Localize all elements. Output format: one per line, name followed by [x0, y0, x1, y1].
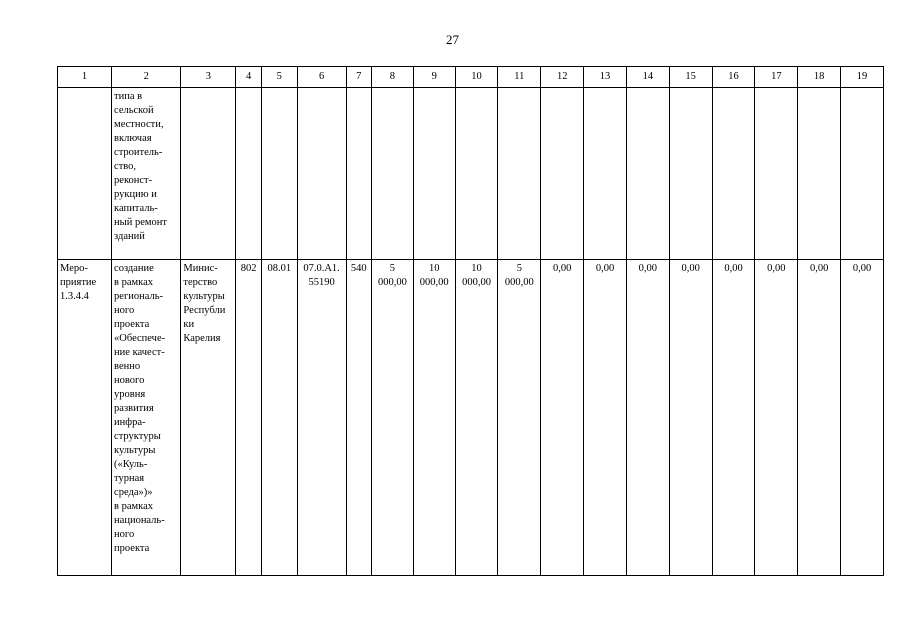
column-number: 1 [58, 67, 112, 88]
column-number: 7 [346, 67, 371, 88]
table-cell [455, 88, 498, 260]
table-row [58, 260, 884, 576]
description-cell: типа в сельской местности, включая строитель- ство, реконст- рукцию и капиталь- ный ремонт зданий [112, 88, 181, 260]
column-number: 18 [798, 67, 841, 88]
table-cell [669, 88, 712, 260]
column-number: 8 [372, 67, 414, 88]
table-cell: 5 000,00 [372, 260, 414, 576]
column-number: 2 [112, 67, 181, 88]
column-number: 19 [841, 67, 884, 88]
row-code-cell: Меро- приятие 1.3.4.4 [58, 260, 112, 576]
table-cell [541, 88, 584, 260]
table-cell [346, 88, 371, 260]
column-number: 11 [498, 67, 541, 88]
column-number: 15 [669, 67, 712, 88]
header-row [58, 67, 884, 88]
column-number: 5 [261, 67, 297, 88]
table-cell: 540 [346, 260, 371, 576]
executor-cell: Минис- терство культуры Республи ки Карелия [181, 260, 236, 576]
table-cell: 5 000,00 [498, 260, 541, 576]
table-cell: 0,00 [712, 260, 755, 576]
table-cell [755, 88, 798, 260]
column-number: 17 [755, 67, 798, 88]
table-cell: 0,00 [584, 260, 627, 576]
column-number: 12 [541, 67, 584, 88]
table-cell [841, 88, 884, 260]
table-cell [498, 88, 541, 260]
table-cell: 10 000,00 [413, 260, 455, 576]
table-cell [413, 88, 455, 260]
row-code-cell [58, 88, 112, 260]
budget-table [57, 66, 884, 576]
table-cell: 0,00 [755, 260, 798, 576]
executor-cell [181, 88, 236, 260]
column-number: 16 [712, 67, 755, 88]
table-cell [626, 88, 669, 260]
table-cell: 802 [236, 260, 261, 576]
table-cell [712, 88, 755, 260]
table-cell [236, 88, 261, 260]
table-cell: 0,00 [798, 260, 841, 576]
table-cell [261, 88, 297, 260]
table-cell [798, 88, 841, 260]
table-cell: 0,00 [841, 260, 884, 576]
column-number: 13 [584, 67, 627, 88]
table-cell [372, 88, 414, 260]
page-number: 27 [446, 32, 459, 47]
column-number: 3 [181, 67, 236, 88]
table-cell [297, 88, 346, 260]
table-cell: 0,00 [541, 260, 584, 576]
table-cell: 10 000,00 [455, 260, 498, 576]
table-cell [584, 88, 627, 260]
table-cell: 08.01 [261, 260, 297, 576]
table-cell: 0,00 [626, 260, 669, 576]
column-number: 10 [455, 67, 498, 88]
column-number: 9 [413, 67, 455, 88]
column-number: 6 [297, 67, 346, 88]
column-number: 4 [236, 67, 261, 88]
table-row [58, 88, 884, 260]
table-cell: 07.0.А1. 55190 [297, 260, 346, 576]
column-number: 14 [626, 67, 669, 88]
description-cell: создание в рамках региональ- ного проекта «Обеспече- ние качест- венно нового уровня развития инфра- структуры культуры («Куль- турная среда»)» в рамках националь- ного проекта [112, 260, 181, 576]
table-cell: 0,00 [669, 260, 712, 576]
